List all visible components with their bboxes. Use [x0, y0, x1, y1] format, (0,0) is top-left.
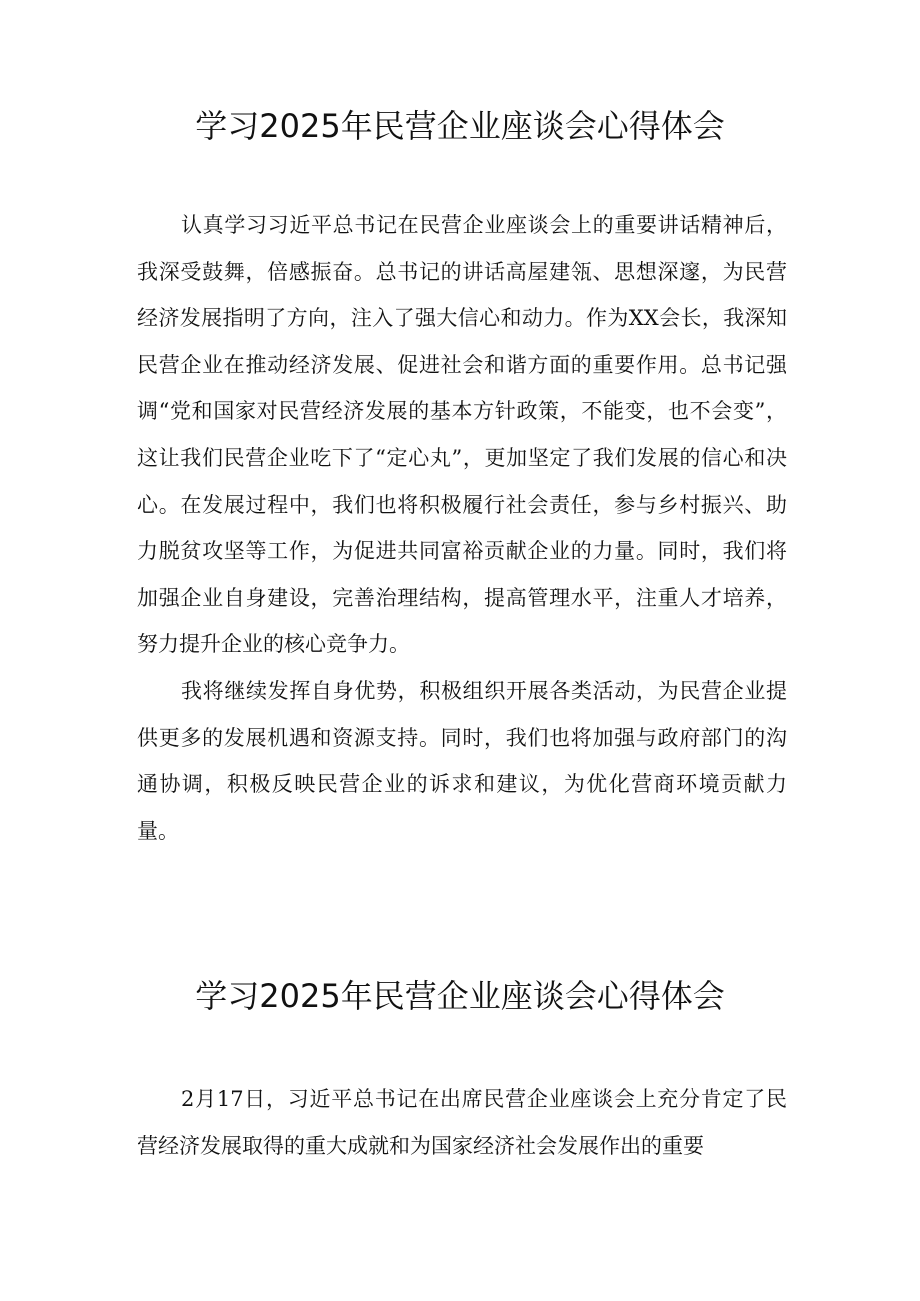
- article-body: [137, 202, 787, 854]
- article-title: 学习2025年民营企业座谈会心得体会: [195, 977, 725, 1015]
- body-paragraph: 认真学习习近平总书记在民营企业座谈会上的重要讲话精神后，我深受鼓舞，倍感振奋。总书记的讲话高屋建瓴、思想深邃，为民营经济发展指明了方向，注入了强大信心和动力。作为XX会长，我深知民营企业在推动经济发展、促进社会和谐方面的重要作用。总书记强调“党和国家对民营经济发展的基本方针政策，不能变，也不会变”，这让我们民营企业吃下了“定心丸”，更加坚定了我们发展的信心和决心。在发展过程中，我们也将积极履行社会责任，参与乡村振兴、助力脱贫攻坚等工作，为促进共同富裕贡献企业的力量。同时，我们将加强企业自身建设，完善治理结构，提高管理水平，注重人才培养，努力提升企业的核心竞争力。: [137, 213, 787, 657]
- article-body: [137, 1076, 787, 1169]
- article-title: 学习2025年民营企业座谈会心得体会: [195, 107, 725, 145]
- body-paragraph: 我将继续发挥自身优势，积极组织开展各类活动，为民营企业提供更多的发展机遇和资源支持。同时，我们也将加强与政府部门的沟通协调，积极反映民营企业的诉求和建议，为优化营商环境贡献力量。: [137, 678, 787, 843]
- body-paragraph: 2月17日，习近平总书记在出席民营企业座谈会上充分肯定了民营经济发展取得的重大成就和为国家经济社会发展作出的重要: [137, 1087, 787, 1158]
